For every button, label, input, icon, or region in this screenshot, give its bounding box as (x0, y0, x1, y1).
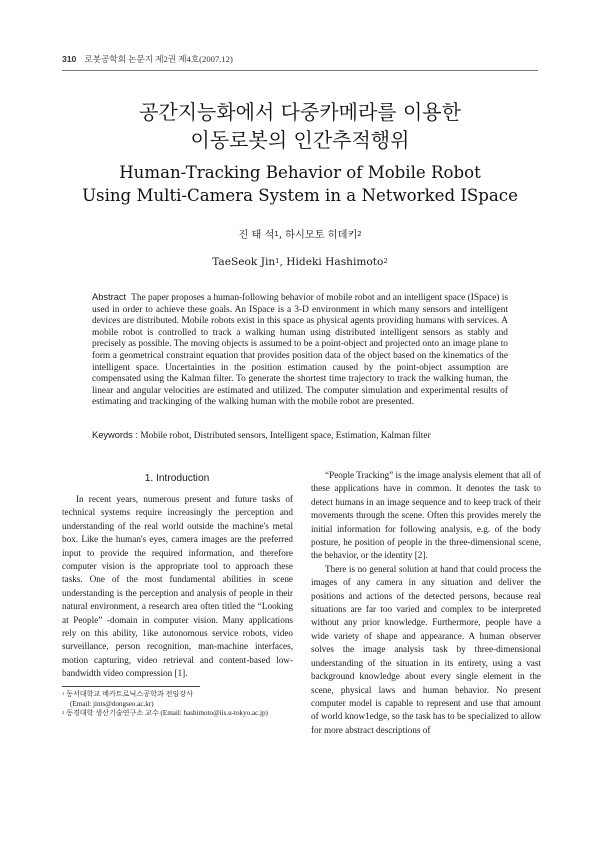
korean-author-1: 진 태 석 (238, 230, 275, 241)
english-title-line-2: Using Multi-Camera System in a Networked ISpace (82, 186, 518, 205)
korean-title-line-2: 이동로봇의 인간추적행위 (190, 128, 410, 152)
running-header (62, 53, 233, 65)
korean-title-line-1: 공간지능화에서 다중카메라를 이용한 (139, 100, 461, 124)
korean-author-1-mark: 1 (274, 230, 279, 239)
abstract-label: Abstract (92, 292, 127, 302)
left-column (62, 493, 293, 681)
korean-author-2: 하시모토 히데키 (285, 230, 358, 241)
footnote-1 (62, 690, 302, 700)
paragraph: In recent years, numerous present and future tasks of technical systems require increasingly the perception and understanding of the real world outside the machine's metal box. Like the human's eyes, camera images are the preferred input to provide the required information, and therefore computer vision is the appropriate tool to approach these tasks. One of the most fundamental abilities in scene understanding is the perception and analysis of people in their natural environment, a research area often titled the “Looking at People” -domain in computer vision. Many applications rely on this ability, 1ike autonomous service robots, video surveillance, person recognition, man-machine interfaces, motion capturing, video retrieval and content-based low-bandwidth video compression [1]. (62, 494, 293, 679)
author-separator: , (278, 230, 286, 241)
keywords (92, 430, 512, 441)
section-heading: 1. Introduction (144, 473, 210, 484)
abstract (92, 292, 508, 409)
korean-title (0, 98, 600, 154)
footnote-1-email: (Email: jints@dongseo.ac.kr) (70, 699, 154, 708)
english-title (0, 161, 600, 207)
footnote-2 (62, 709, 302, 719)
english-author-2-mark: 2 (383, 257, 388, 266)
paragraph: “People Tracking” is the image analysis element that all of these applications have in common. It denotes the task to detect humans in an image sequence and to keep track of their movements through the scene. Often this provides merely the initial information for following analysis, e.g. of the body posture, he position of people in the three-dimensional scene, the behavior, or the identity [2]. (311, 470, 541, 561)
english-author-1: TaeSeok Jin (212, 256, 276, 268)
korean-authors (0, 226, 600, 241)
paragraph: There is no general solution at hand that could process the images of any camera in any situation and deliver the positions and actions of the detected persons, because real situations are far too varied and complex to be interpreted without any prior knowledge. Furthermore, people have a wide variety of shape and appearance. A human observer solves the image analysis task by three-dimensional understanding of the situation in its entirety, using a vast background knowledge about every single element in the scene, physical laws and human behavior. No present computer model is capable to represent and use that amount of world know1edge, so the task has to be specialized to allow for more abstract descriptions of (311, 563, 541, 735)
footnote-rule (62, 686, 200, 687)
footnotes (62, 690, 302, 719)
right-column (311, 469, 541, 737)
abstract-text: The paper proposes a human-following behavior of mobile robot and an intelligent space (ISpace) is used in order to achieve these goals. An ISpace is a 3-D environment in which many sensors and intelligent devices are distributed. Mobile robots exist in this space as physical agents providing humans with services. A mobile robot is controlled to track a walking human using distributed intelligent sensors as stably and precisely as possible. The moving objects is assumed to be a point-object and projected onto an image plane to form a geometrical constraint equation that provides position data of the object based on the kinematics of the intelligent space. Uncertainties in the position estimation caused by the point-object assumption are compensated using the Kalman filter. To generate the shortest time trajectory to track the walking human, the linear and angular velocities are estimated and utilized. The computer simulation and experimental results of estimating and trackinging of the walking human with the mobile robot are presented. (92, 293, 508, 408)
page-number: 310 (62, 54, 77, 64)
journal-name: 로봇공학회 논문지 제2권 제4호(2007.12) (84, 54, 233, 64)
keywords-label: Keywords : (92, 430, 138, 440)
footnote-2-text: 동경대학 생산기술연구소 교수 (Email: hashimoto@iis.u-tokyo.ac.jp) (66, 709, 268, 718)
header-rule (62, 70, 538, 71)
keywords-text: Mobile robot, Distributed sensors, Intelligent space, Estimation, Kalman filter (140, 431, 431, 441)
korean-author-2-mark: 2 (357, 230, 362, 239)
footnote-1-text: 동서대학교 메카트로닉스공학과 전임강사 (66, 690, 193, 698)
english-authors (0, 256, 600, 268)
author-separator: , (279, 256, 287, 268)
english-author-2: Hideki Hashimoto (286, 256, 384, 268)
english-author-1-mark: 1 (275, 257, 280, 266)
footnote-1-mark: 1 (62, 690, 65, 696)
english-title-line-1: Human-Tracking Behavior of Mobile Robot (119, 163, 481, 182)
footnote-2-mark: 2 (62, 710, 65, 716)
